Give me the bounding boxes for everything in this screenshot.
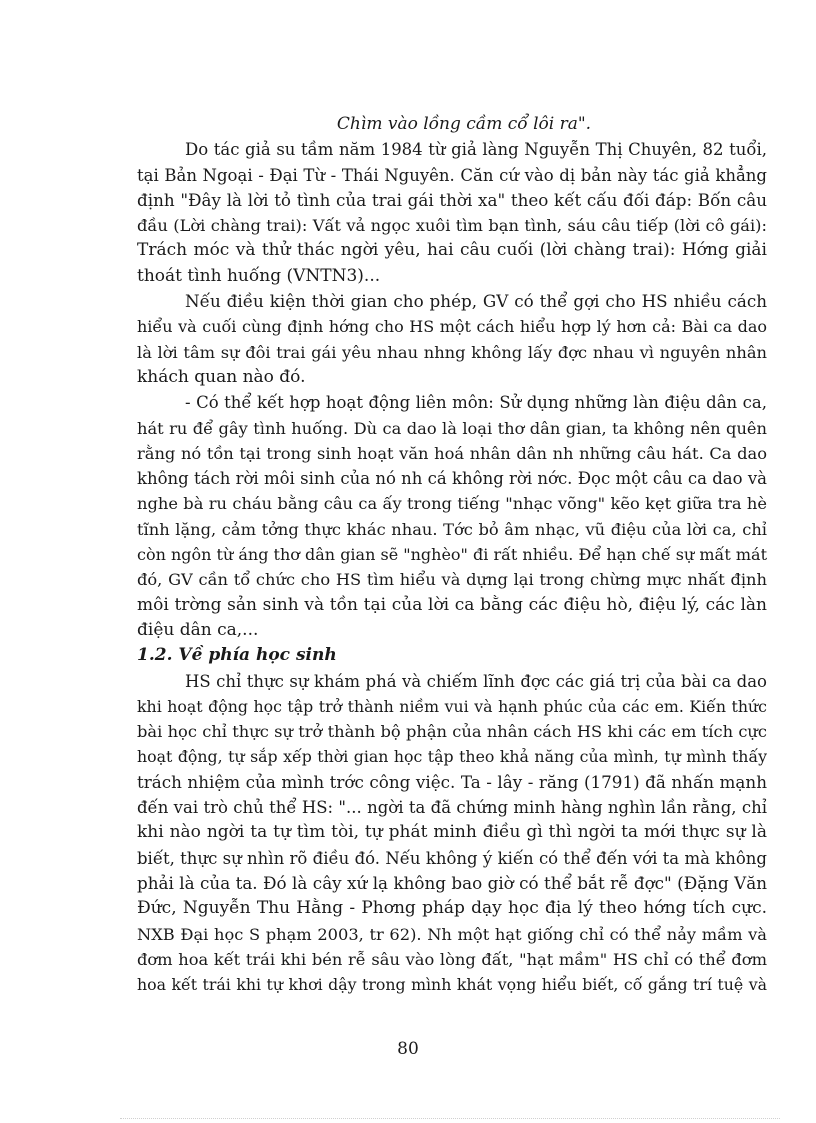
text-line: nghe bà ru cháu bằng câu ca ấy trong tiếng "nhạc võng" kẽo kẹt giữa tra hè	[137, 494, 767, 514]
text-line: khi nào ngời ta tự tìm tòi, tự phát minh điều gì thì ngời ta mới thực sự là	[137, 822, 767, 843]
text-line: trách nhiệm của mình trớc công việc. Ta - lây - răng (1791) đã nhấn mạnh	[137, 771, 767, 792]
text-line: khách quan nào đó.	[137, 366, 306, 387]
paragraph-source-note	[137, 137, 767, 289]
epigraph-line: Chìm vào lồng cầm cổ lôi ra".	[336, 114, 592, 134]
paragraph-student-side	[137, 669, 767, 998]
text-line: Nếu điều kiện thời gian cho phép, GV có thể gợi cho HS nhiều cách	[185, 291, 767, 312]
text-line: đơm hoa kết trái khi bén rễ sâu vào lòng đất, "hạt mầm" HS chỉ có thể đơm	[137, 949, 767, 969]
text-line: môi trờng sản sinh và tồn tại của lời ca bằng các điệu hò, điệu lý, các làn	[137, 594, 767, 615]
text-line: hát ru để gây tình huống. Dù ca dao là loại thơ dân gian, ta không nên quên	[137, 418, 767, 438]
text-line: Trách móc và thử thác ngời yêu, hai câu cuối (lời chàng trai): Hớng giải	[137, 240, 767, 261]
text-line: đó, GV cần tổ chức cho HS tìm hiểu và dựng lại trong chừng mực nhất định	[137, 570, 767, 590]
text-line: định "Đây là lời tỏ tình của trai gái thời xa" theo kết cấu đối đáp: Bốn câu	[137, 189, 767, 210]
text-line: biết, thực sự nhìn rõ điều đó. Nếu không ý kiến có thể đến với ta mà không	[137, 848, 767, 868]
text-line: hoạt động, tự sắp xếp thời gian học tập theo khả năng của mình, tự mình thấy	[137, 747, 767, 767]
text-line: thoát tình huống (VNTN3)...	[137, 265, 381, 286]
text-line: tĩnh lặng, cảm tởng thực khác nhau. Tớc bỏ âm nhạc, vũ điệu của lời ca, chỉ	[137, 519, 767, 539]
text-line: điệu dân ca,...	[137, 619, 259, 640]
text-line: tại Bản Ngoại - Đại Từ - Thái Nguyên. Căn cứ vào dị bản này tác giả khẳng	[137, 165, 767, 185]
page-number: 80	[397, 1039, 419, 1059]
text-line: NXB Đại học S phạm 2003, tr 62). Nh một hạt giống chỉ có thể nảy mầm và	[137, 924, 767, 944]
text-line: khi hoạt động học tập trở thành niềm vui và hạnh phúc của các em. Kiến thức	[137, 696, 767, 716]
text-line: bài học chỉ thực sự trở thành bộ phận của nhân cách HS khi các em tích cực	[137, 722, 767, 742]
text-line: phải là của ta. Đó là cây xứ lạ không bao giờ có thể bắt rễ đợc" (Đặng Văn	[137, 872, 767, 893]
text-line: đầu (Lời chàng trai): Vất vả ngọc xuôi tìm bạn tình, sáu câu tiếp (lời cô gái):	[137, 216, 767, 236]
body-text	[137, 112, 767, 997]
text-line: hoa kết trái khi tự khơi dậy trong mình khát vọng hiểu biết, cố gắng trí tuệ và	[137, 975, 767, 995]
text-line: còn ngôn từ áng thơ dân gian sẽ "nghèo" đi rất nhiều. Để hạn chế sự mất mát	[137, 545, 767, 565]
text-line: đến vai trò chủ thể HS: "... ngời ta đã chứng minh hàng nghìn lần rằng, chỉ	[137, 798, 767, 818]
text-line: rằng nó tồn tại trong sinh hoạt văn hoá nhân dân nh những câu hát. Ca dao	[137, 443, 767, 463]
text-line: Do tác giả su tầm năm 1984 từ giả làng Nguyễn Thị Chuyên, 82 tuổi,	[185, 140, 767, 160]
text-line: - Có thể kết hợp hoạt động liên môn: Sử dụng những làn điệu dân ca,	[185, 393, 767, 413]
footer-divider	[120, 1118, 780, 1120]
text-line: là lời tâm sự đôi trai gái yêu nhau nhng không lấy đợc nhau vì nguyên nhân	[137, 342, 767, 362]
text-line: HS chỉ thực sự khám phá và chiếm lĩnh đợc các giá trị của bài ca dao	[185, 671, 767, 691]
paragraph-interdisciplinary	[137, 390, 767, 643]
text-line: Đức, Nguyễn Thu Hằng - Phơng pháp dạy học địa lý theo hớng tích cực.	[137, 898, 767, 919]
text-line: hiểu và cuối cùng định hớng cho HS một cách hiểu hợp lý hơn cả: Bài ca dao	[137, 317, 767, 337]
section-heading: 1.2. Về phía học sinh	[137, 645, 337, 666]
paragraph-teacher-guidance	[137, 289, 767, 390]
text-line: không tách rời môi sinh của nó nh cá không rời nớc. Đọc một câu ca dao và	[137, 469, 767, 489]
